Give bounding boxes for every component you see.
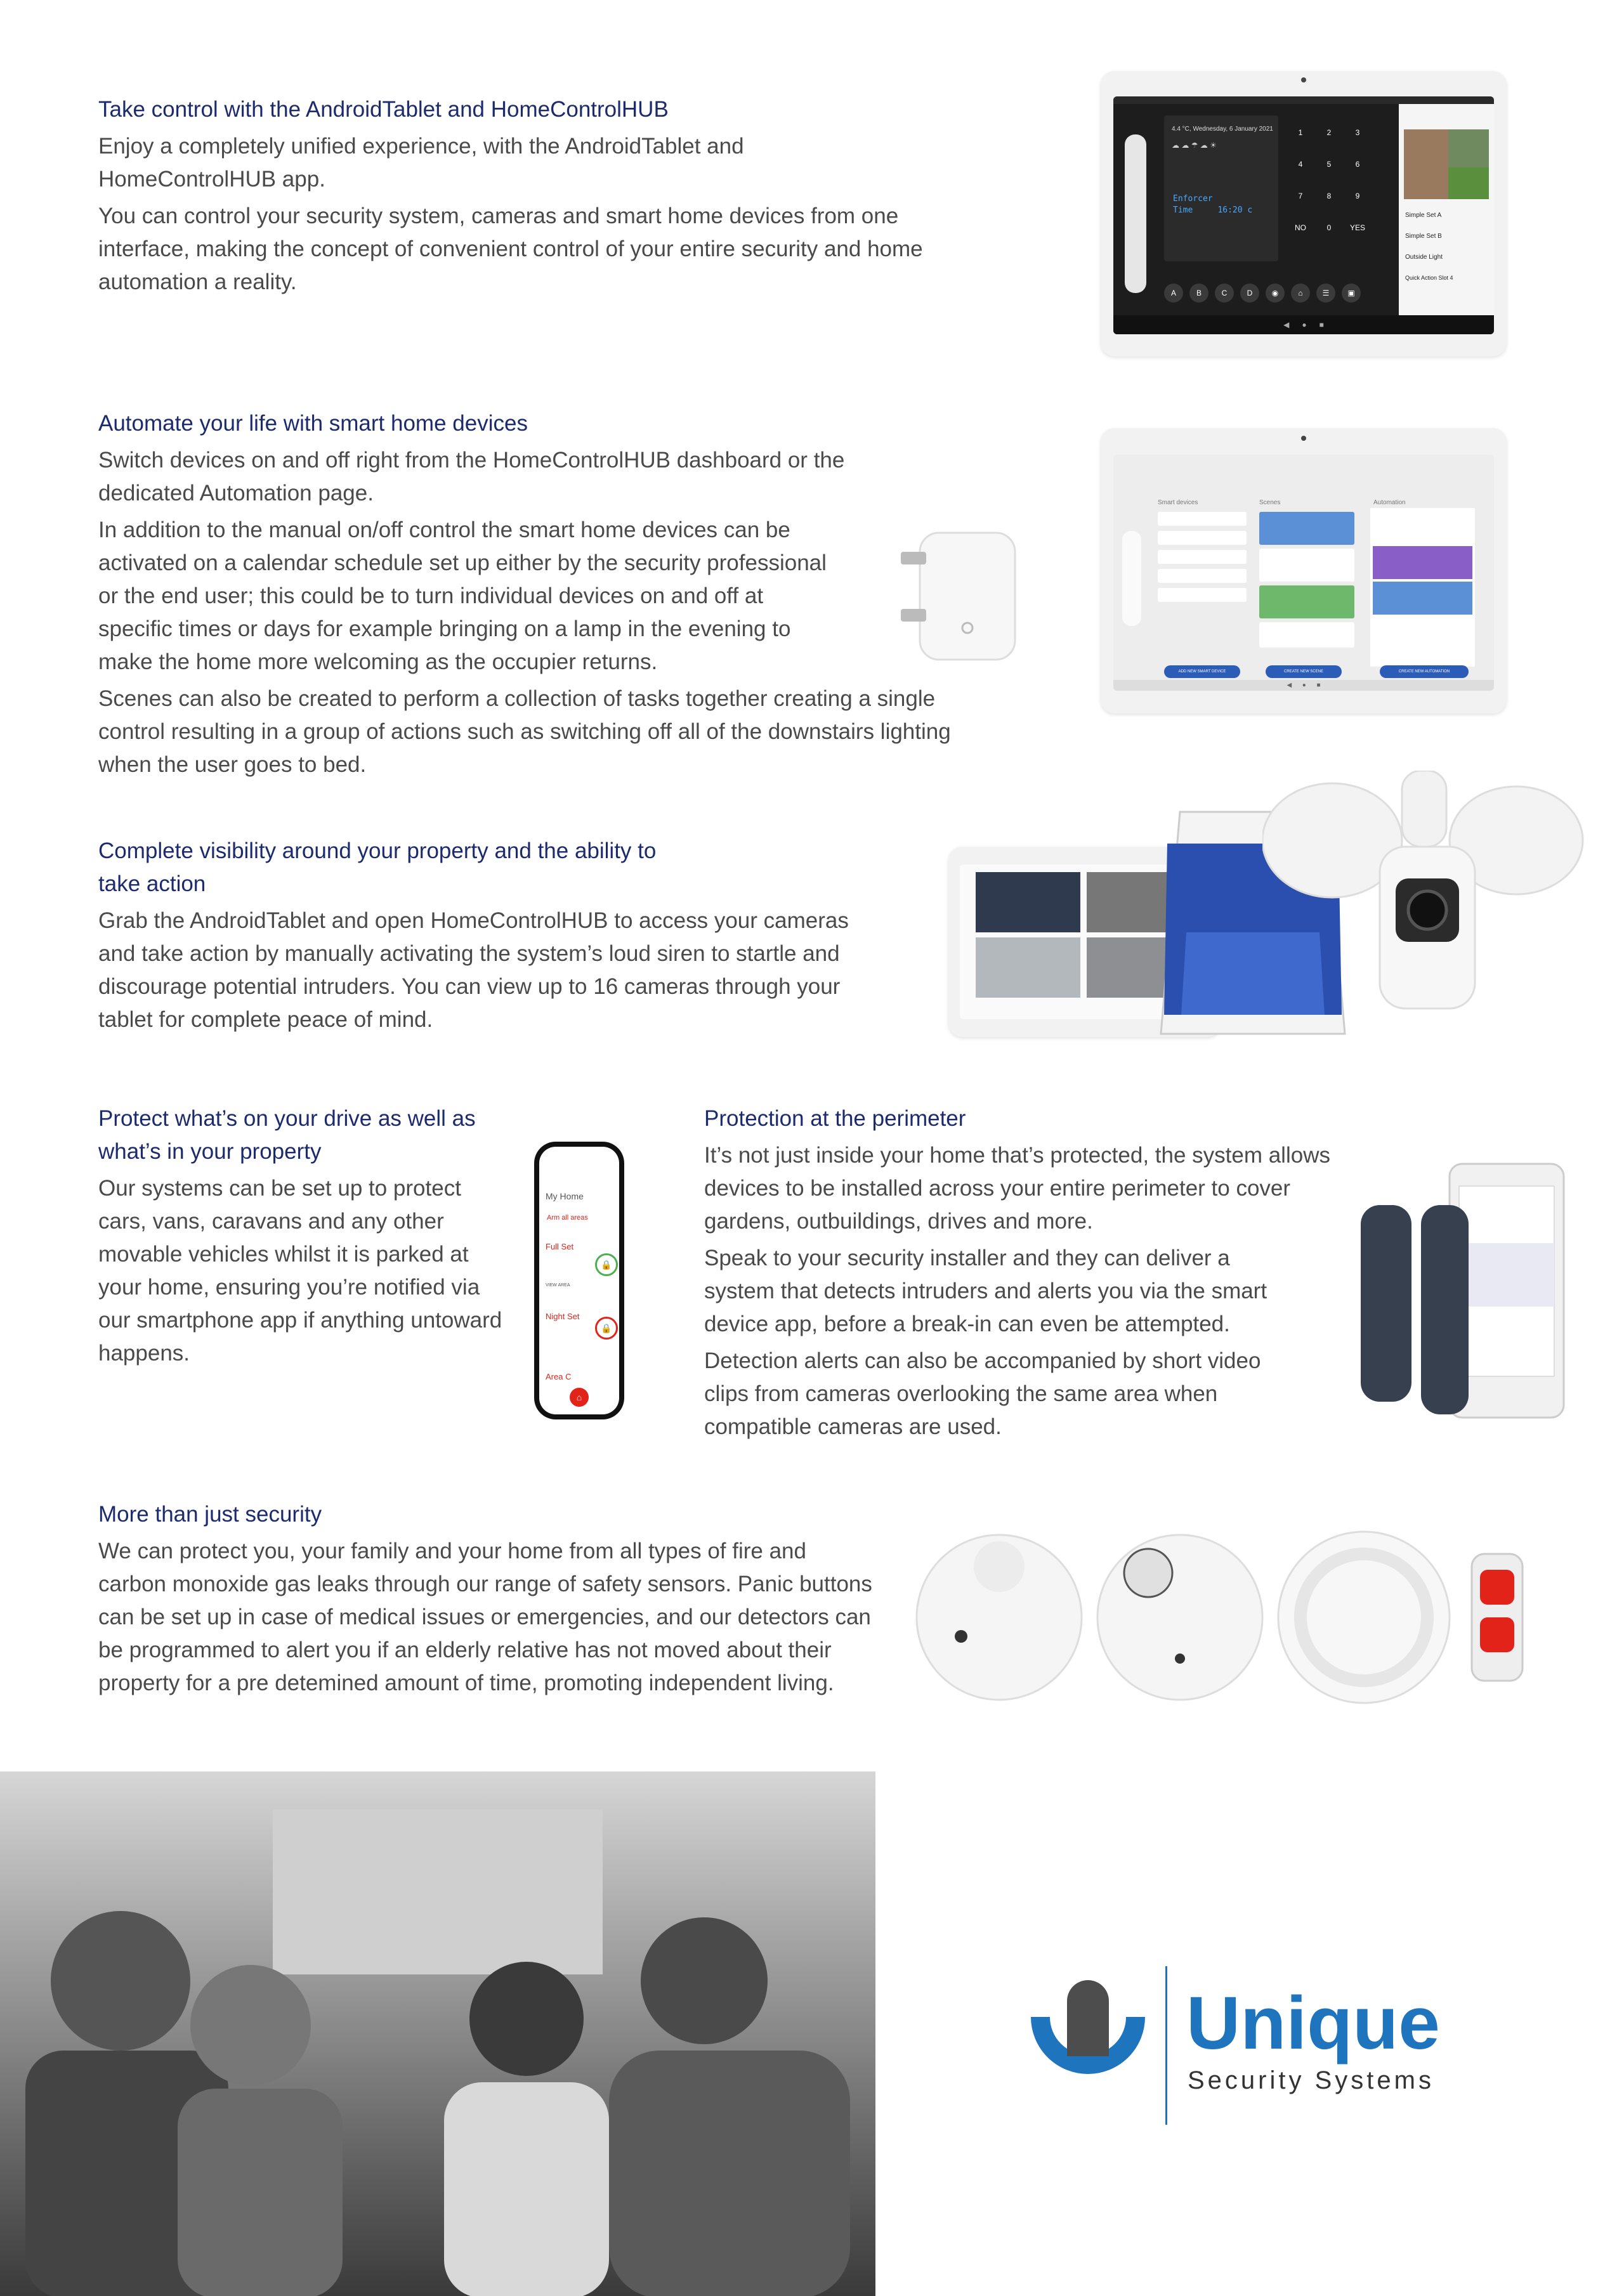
button-c[interactable]: C xyxy=(1215,284,1234,303)
create-automation-button[interactable]: CREATE NEW AUTOMATION xyxy=(1380,665,1469,678)
arm-all-areas[interactable]: Arm all areas xyxy=(547,1214,588,1222)
heading-control: Take control with the AndroidTablet and HomeControlHUB xyxy=(98,97,669,122)
tablet-screen xyxy=(1113,96,1494,334)
key-7[interactable]: 7 xyxy=(1298,192,1303,200)
key-0[interactable]: 0 xyxy=(1326,223,1332,232)
heading-more: More than just security xyxy=(98,1502,322,1527)
phone-item-full-set[interactable]: Full Set xyxy=(546,1242,574,1251)
lcd-line-2: Time 16:20 c xyxy=(1173,205,1253,215)
add-smart-device-button[interactable]: ADD NEW SMART DEVICE xyxy=(1164,665,1240,678)
keypad xyxy=(1285,115,1373,261)
key-yes[interactable]: YES xyxy=(1349,223,1365,232)
side-rail xyxy=(1122,531,1141,626)
heading-perimeter: Protection at the perimeter xyxy=(704,1106,966,1131)
key-4[interactable]: 4 xyxy=(1298,160,1303,169)
button-a[interactable]: A xyxy=(1164,284,1183,303)
lock-icon: 🔒 xyxy=(595,1253,618,1276)
text-more-1: We can protect you, your family and your home from all types of fire and carbon monoxide gas leaks through our range of safety sensors. Panic buttons can be set up in case of medical issues or emergencies, and our detectors can be programmed to alert you if an elderly relative has not moved about their property for a pre detemined amount of time, promoting independent living. xyxy=(98,1539,872,1695)
floodlight-camera-image xyxy=(1262,771,1586,1024)
status-bar xyxy=(1113,96,1494,104)
tablet-automation-image xyxy=(1101,428,1507,714)
info-panel xyxy=(1164,115,1278,261)
lcd-line-1: Enforcer xyxy=(1173,194,1213,204)
home-icon[interactable]: ⌂ xyxy=(570,1388,589,1407)
camera-preview xyxy=(1404,129,1489,199)
tablet-camera xyxy=(1301,77,1306,82)
key-2[interactable]: 2 xyxy=(1326,128,1332,137)
logo-tagline: Security Systems xyxy=(1188,2066,1434,2094)
lock-icon: 🔒 xyxy=(595,1317,618,1340)
logo-mark-icon xyxy=(1028,1973,1148,2099)
text-automate-3: Scenes can also be created to perform a collection of tasks together creating a single control resulting in a group of actions such as switching off all of the downstairs lighting when the user goes to bed. xyxy=(98,686,951,777)
text-control-1: Enjoy a completely unified experience, with the AndroidTablet and HomeControlHUB app. xyxy=(98,134,744,192)
section-automate xyxy=(98,407,961,781)
button-icon-1[interactable]: ◉ xyxy=(1266,284,1285,303)
nav-bar: ◀ ● ■ xyxy=(1113,315,1494,334)
heading-visibility: Complete visibility around your property and the ability to take action xyxy=(98,838,657,896)
tablet-screen xyxy=(1113,455,1494,691)
button-icon-4[interactable]: ▣ xyxy=(1342,284,1361,303)
date-text: 4.4 °C, Wednesday, 6 January 2021 xyxy=(1172,126,1273,133)
section-perimeter xyxy=(704,1102,1358,1444)
key-8[interactable]: 8 xyxy=(1326,192,1332,200)
brand-logo xyxy=(1028,1966,1484,2131)
phone-item-night-set[interactable]: Night Set xyxy=(546,1312,580,1321)
heading-drive: Protect what’s on your drive as well as what’s in your property xyxy=(98,1106,476,1164)
button-d[interactable]: D xyxy=(1240,284,1259,303)
right-panel xyxy=(1399,104,1494,315)
button-icon-2[interactable]: ⌂ xyxy=(1291,284,1310,303)
create-scene-button[interactable]: CREATE NEW SCENE xyxy=(1266,665,1342,678)
smartphone-app-image xyxy=(534,1142,624,1419)
column-automation: Automation xyxy=(1373,499,1406,506)
action-simple-set-a[interactable]: Simple Set A xyxy=(1405,212,1442,219)
perimeter-detector-image xyxy=(1361,1161,1570,1427)
text-drive-1: Our systems can be set up to protect cars, vans, caravans and any other movable vehicles whilst it is parked at your home, ensuring you’re notified via our smartphone app if anything untoward happens. xyxy=(98,1176,502,1366)
key-3[interactable]: 3 xyxy=(1355,128,1360,137)
phone-screen xyxy=(539,1147,619,1414)
column-scenes: Scenes xyxy=(1259,499,1281,506)
key-no[interactable]: NO xyxy=(1295,223,1306,232)
section-drive xyxy=(98,1102,504,1370)
section-more xyxy=(98,1498,879,1700)
key-9[interactable]: 9 xyxy=(1355,192,1360,200)
action-quick-slot-4[interactable]: Quick Action Slot 4 xyxy=(1405,275,1453,281)
nav-bar: ◀ ● ■ xyxy=(1113,680,1494,691)
tablet-dashboard-image xyxy=(1101,71,1507,356)
text-automate-1: Switch devices on and off right from the HomeControlHUB dashboard or the dedicated Automation page. xyxy=(98,448,845,506)
action-outside-light[interactable]: Outside Light xyxy=(1405,254,1443,261)
text-perimeter-2: Speak to your security installer and they can deliver a system that detects intruders and alerts you via the smart device app, before a break-in can even be attempted. xyxy=(704,1246,1267,1336)
key-6[interactable]: 6 xyxy=(1355,160,1360,169)
heading-automate: Automate your life with smart home devices xyxy=(98,411,528,436)
section-visibility xyxy=(98,835,891,1036)
weather-icons: ☁ ☁ ☂ ☁ ☀ xyxy=(1172,141,1217,150)
text-perimeter-1: It’s not just inside your home that’s protected, the system allows devices to be installed across your entire perimeter to cover gardens, outbuildings, drives and more. xyxy=(704,1143,1330,1234)
key-1[interactable]: 1 xyxy=(1298,128,1303,137)
tablet-camera xyxy=(1301,436,1306,441)
automation-list xyxy=(1370,508,1475,667)
column-smart-devices: Smart devices xyxy=(1158,499,1198,506)
logo-divider xyxy=(1165,1966,1167,2125)
smart-plug-image xyxy=(894,520,1028,672)
safety-sensors-image xyxy=(914,1522,1548,1712)
scenes-list xyxy=(1259,512,1354,658)
devices-list xyxy=(1158,512,1247,613)
action-simple-set-b[interactable]: Simple Set B xyxy=(1405,233,1442,240)
text-automate-2: In addition to the manual on/off control the smart home devices can be activated on a calendar schedule set up either by the security professional or the end user; this could be to turn individual devices on and off at specific times or days for example bringing on a lamp in the evening to make the home more welcoming as the occupier returns. xyxy=(98,518,827,674)
view-area-link[interactable]: VIEW AREA xyxy=(546,1283,570,1288)
text-control-2: You can control your security system, cameras and smart home devices from one interface, making the concept of convenient control of your entire security and home automation a reality. xyxy=(98,204,923,294)
phone-title: My Home xyxy=(546,1191,584,1201)
family-photo xyxy=(0,1771,875,2296)
section-control xyxy=(98,93,961,299)
text-perimeter-3: Detection alerts can also be accompanied by short video clips from cameras overlooking the same area when compatible cameras are used. xyxy=(704,1348,1261,1439)
button-b[interactable]: B xyxy=(1189,284,1208,303)
phone-item-area-c[interactable]: Area C xyxy=(546,1372,572,1381)
side-rail xyxy=(1125,134,1146,293)
text-visibility-1: Grab the AndroidTablet and open HomeControlHUB to access your cameras and take action by manually activating the system’s loud siren to startle and discourage potential intruders. You can view up to 16 cameras through your tablet for complete peace of mind. xyxy=(98,908,849,1032)
button-icon-3[interactable]: ☰ xyxy=(1316,284,1335,303)
key-5[interactable]: 5 xyxy=(1326,160,1332,169)
logo-name: Unique xyxy=(1186,1981,1440,2065)
